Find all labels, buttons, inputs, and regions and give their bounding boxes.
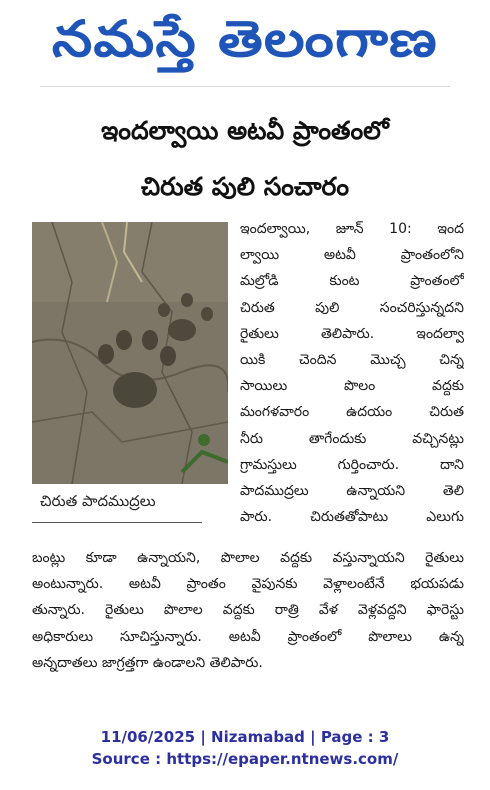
text-line: నీరు తాగేందుకు వచ్చినట్లు [240,430,464,447]
text-line: తున్నారు. రైతులు పొలాల వద్దకు రాత్రి వేళ వెళ్లవద్దని ఫారెస్టు [32,602,464,619]
caption-underline [32,522,202,523]
headline-line-2: చిరుత పులి సంచారం [140,172,350,201]
text-line: అధికారులు సూచిస్తున్నారు. అటవీ ప్రాంతంలో పొలాలు ఉన్న [32,628,464,645]
photo-caption: చిరుత పాదముద్రలు [40,492,156,510]
edition-info: 11/06/2025 | Nizamabad | Page : 3 [100,728,390,746]
text-line: మల్రోడి కుంట ప్రాంతంలో [240,273,464,290]
text-line: చిరుత పులి సంచరిస్తున్నదని [240,299,464,316]
text-line: అంటున్నారు. అటవీ ప్రాంతం వైపునకు వెళ్లాలంటేనే భయపడు [32,576,464,593]
newspaper-masthead [0,4,490,82]
masthead-title: నమస్తే తెలంగాణ [52,10,438,68]
pawprint-photo [32,222,228,484]
text-line: ల్వాయి అటవీ ప్రాంతంలోని [240,247,464,264]
source-url: Source : https://epaper.ntnews.com/ [91,750,399,768]
text-line: అన్నదాతలు జాగ్రత్తగా ఉండాలని తెలిపారు. [32,654,263,671]
soil-pawprint-image [32,222,228,484]
text-line: పాదముద్రలు ఉన్నాయని తెలి [240,483,464,500]
text-line: యికి చెందిన మొచ్చ చిన్న [240,352,464,369]
masthead-divider [40,86,450,87]
text-line: సాయిలు పొలం వద్దకు [240,378,464,395]
text-line: గ్రామస్తులు గుర్తించారు. దాని [240,456,464,473]
text-line: పారు. చిరుతతోపాటు ఎలుగు [240,509,464,526]
text-line: రైతులు తెలిపారు. ఇందల్వా [240,325,464,342]
article-full-width-text [32,545,464,676]
text-line: బంట్లు కూడా ఉన్నాయని, పొలాల వద్దకు వస్తున్నాయని రైతులు [32,550,464,566]
text-line: మంగళవారం ఉదయం చిరుత [240,404,464,421]
text-line: ఇందల్వాయి, జూన్ 10: ఇంద [240,221,464,237]
headline-line-1: ఇందల్వాయి అటవీ ప్రాంతంలో [101,116,389,145]
article-column-text [240,216,464,530]
